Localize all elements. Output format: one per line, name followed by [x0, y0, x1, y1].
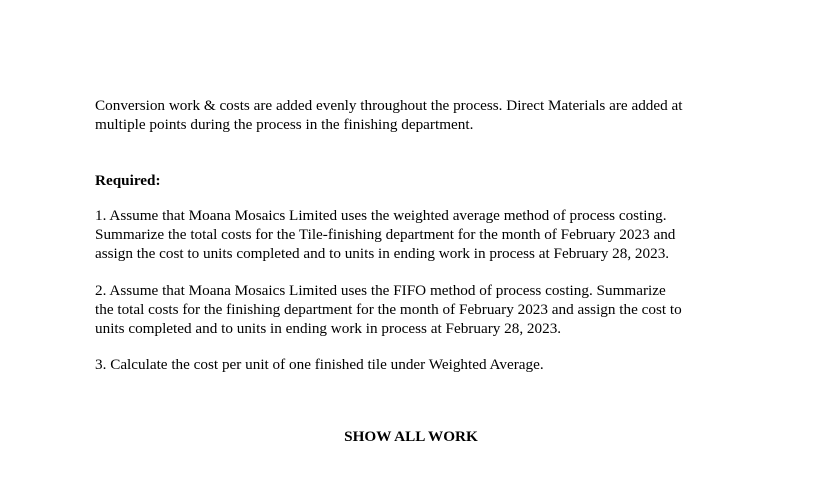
- question-2-line-2: the total costs for the finishing department for the month of February 2023 and assign the cost to: [95, 301, 682, 318]
- intro-line-1: Conversion work & costs are added evenly throughout the process. Direct Materials are added at: [95, 97, 683, 114]
- question-1-paragraph: [95, 206, 735, 263]
- question-1-line-2: Summarize the total costs for the Tile-finishing department for the month of February 2023 and: [95, 226, 676, 243]
- question-3-paragraph: [95, 355, 735, 374]
- question-2-line-3: units completed and to units in ending work in process at February 28, 2023.: [95, 320, 562, 337]
- show-all-work-instruction: SHOW ALL WORK: [344, 428, 478, 445]
- question-3-line-1: 3. Calculate the cost per unit of one finished tile under Weighted Average.: [95, 356, 544, 373]
- intro-line-2: multiple points during the process in the finishing department.: [95, 116, 474, 133]
- question-1-line-3: assign the cost to units completed and to units in ending work in process at February 28, 2023.: [95, 245, 670, 262]
- question-1-line-1: 1. Assume that Moana Mosaics Limited uses the weighted average method of process costing.: [95, 207, 667, 224]
- question-2-paragraph: [95, 281, 735, 338]
- intro-paragraph: [95, 96, 735, 134]
- question-2-line-1: 2. Assume that Moana Mosaics Limited uses the FIFO method of process costing. Summarize: [95, 282, 666, 299]
- required-heading: Required:: [95, 172, 161, 189]
